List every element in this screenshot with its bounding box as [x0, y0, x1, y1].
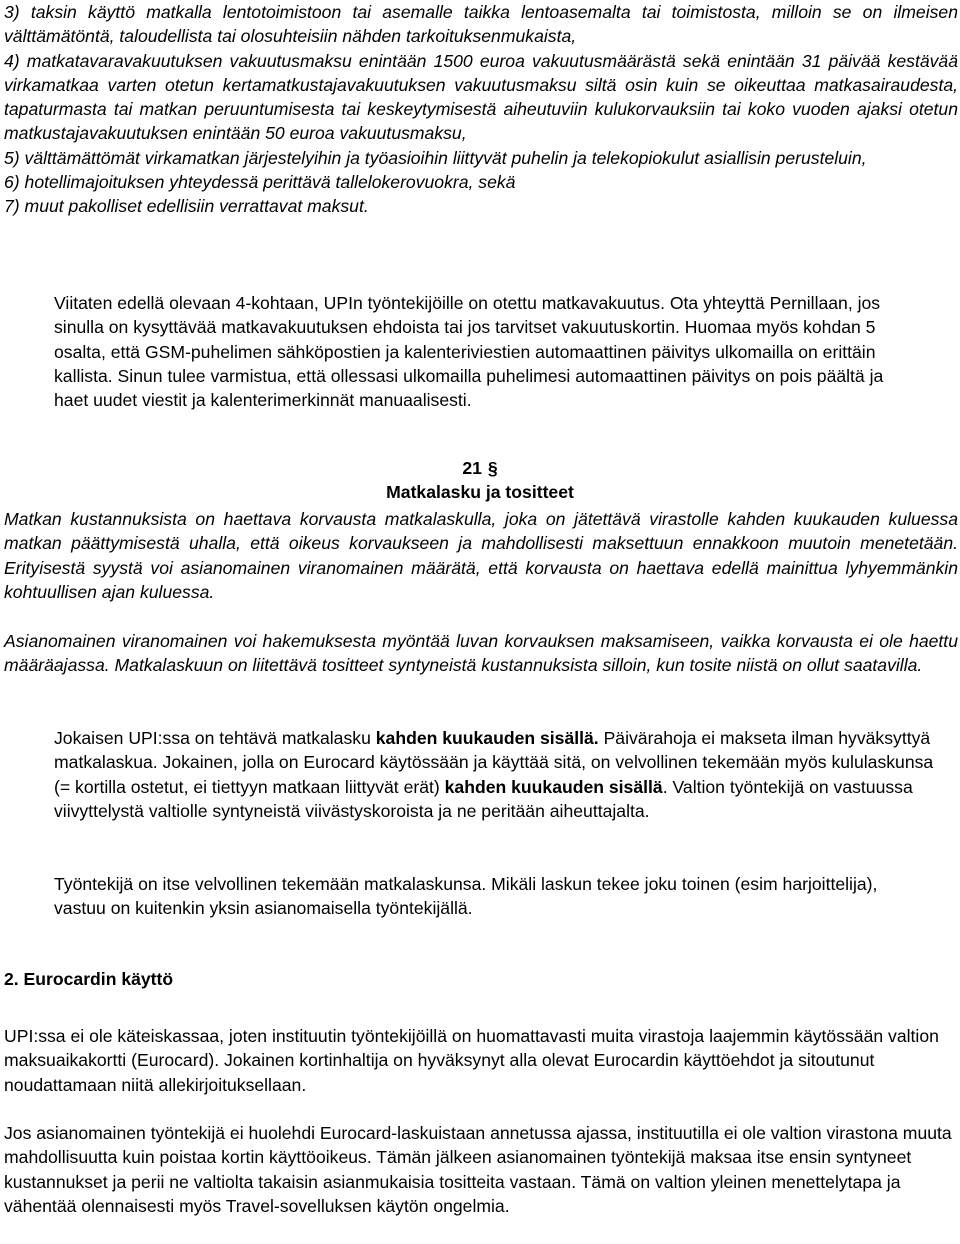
section-title: Matkalasku ja tositteet [386, 482, 574, 503]
paragraph-deadline-text: Matkan kustannuksista on haettava korvausta matkalaskulla, joka on jätettävä virastolle kahden kuukauden kuluessa matkan päättymisestä uhalla, että oikeus korvaukseen ja mahdollisesti maksettuun ennakkoon muutoin menetetään. Erityisestä syystä voi asianomainen viranomainen määrätä, että korvausta on haettava edellä mainittua lyhyemmänkin kohtuullisen ajan kuluessa. [4, 509, 958, 602]
section-number: 21 [462, 458, 482, 478]
eurocard-paragraph-2 [4, 1121, 954, 1218]
upi-bold-2: kahden kuukauden sisällä [444, 776, 663, 797]
list-item-6: 6) hotellimajoituksen yhteydessä perittävä tallelokerovuokra, sekä [4, 172, 516, 193]
paragraph-exemption [4, 629, 958, 678]
upi-part-2: Päivärahoja ei makseta ilman hyväksyttyä matkalaskua. Jokainen, jolla on Eurocard käytössään ja käyttää sitä, on velvollinen tekemään myös kululaskunsa (= kortilla ostetut, ei tiettyyn matkaan liittyvät erät) [54, 728, 934, 797]
upi-part-3: . Valtion työntekijä on vastuussa viivyttelystä valtiolle syntyneistä viivästyskoroista ja ne peritään aiheuttajalta. [54, 776, 913, 821]
eurocard-paragraph-2-text: Jos asianomainen työntekijä ei huolehdi Eurocard-laskuistaan annetussa ajassa, instituutilla ei ole valtion virastona muuta mahdollisuutta kuin poistaa kortin käyttöoikeus. Tämän jälkeen asianomainen työntekijä maksaa itse ensin syntyneet kustannukset ja perii ne valtiolta takaisin asianmukaisia tositteita vastaan. Tämä on valtion yleinen menettelytapa ja vähentää olennaisesti myös Travel-sovelluksen käytön ongelmia. [4, 1123, 952, 1216]
eurocard-heading: 2. Eurocardin käyttö [4, 969, 174, 989]
upi-part-1: Jokaisen UPI:ssa on tehtävä matkalasku [54, 728, 376, 748]
insurance-note [54, 291, 904, 412]
list-item-5: 5) välttämättömät virkamatkan järjestelyihin ja työasioihin liittyvät puhelin ja telekopiokulut asiallisin perusteluin, [4, 147, 867, 168]
eurocard-paragraph-1 [4, 1024, 954, 1097]
list-item-3: 3) taksin käyttö matkalla lentotoimistoon tai asemalle taikka lentoasemalta tai toimistosta, milloin se on ilmeisen välttämätöntä, taloudellista tai olosuhteisiin nähden tarkoituksenmukaista, [4, 2, 958, 47]
employee-responsibility [54, 872, 934, 921]
list-item-4: 4) matkatavaravakuutuksen vakuutusmaksu enintään 1500 euroa vakuutusmäärästä sekä enintään 31 päivää kestävää virkamatkaa varten otetun kertamatkustajavakuutuksen vakuutusmaksu siltä osin kuin se oikeuttaa matkasairaudesta, tapaturmasta tai matkan peruuntumisesta tai keskeytymisestä aiheutuviin kulukorvauksiin tai koko vuoden ajaksi otetun matkustajavakuutuksen enintään 50 euroa vakuutusmaksu, [4, 50, 958, 144]
list-item-7: 7) muut pakolliset edellisiin verrattavat maksut. [4, 196, 369, 217]
upi-rules [54, 726, 934, 823]
paragraph-exemption-text: Asianomainen viranomainen voi hakemuksesta myöntää luvan korvauksen maksamiseen, vaikka korvausta ei ole haettu määräajassa. Matkalaskuun on liitettävä tositteet syntyneistä kustannuksista silloin, kun tosite niistä on ollut saatavilla. [4, 631, 958, 676]
section-heading [0, 456, 960, 505]
section-symbol: § [487, 458, 498, 478]
upi-rules-text [54, 726, 934, 823]
employee-responsibility-text: Työntekijä on itse velvollinen tekemään matkalaskunsa. Mikäli laskun tekee joku toinen (esim harjoittelija), vastuu on kuitenkin yksin asianomaisella työntekijällä. [54, 874, 878, 919]
insurance-note-text: Viitaten edellä olevaan 4-kohtaan, UPIn työntekijöille on otettu matkavakuutus. Ota yhteyttä Pernillaan, jos sinulla on kysyttävää matkavakuutuksen ehdoista tai jos tarvitset vakuutuskortin. Huomaa myös kohdan 5 osalta, että GSM-puhelimen sähköpostien ja kalenteriviestien automaattinen päivitys ulkomailla on erittäin kallista. Sinun tulee varmistua, että ollessasi ulkomailla puhelimesi automaattinen päivitys on pois päältä ja haet uudet viestit ja kalenterimerkinnät manuaalisesti. [54, 293, 884, 411]
expense-list [4, 0, 958, 219]
section-number-line [0, 456, 960, 480]
upi-bold-1: kahden kuukauden sisällä. [375, 728, 599, 748]
eurocard-paragraph-1-text: UPI:ssa ei ole käteiskassaa, joten instituutin työntekijöillä on huomattavasti muita virastoja laajemmin käytössään valtion maksuaikakortti (Eurocard). Jokainen kortinhaltija on hyväksynyt alla olevat Eurocardin käyttöehdot ja sitoutunut noudattamaan niitä allekirjoituksellaan. [4, 1026, 939, 1095]
paragraph-deadline [4, 507, 958, 604]
